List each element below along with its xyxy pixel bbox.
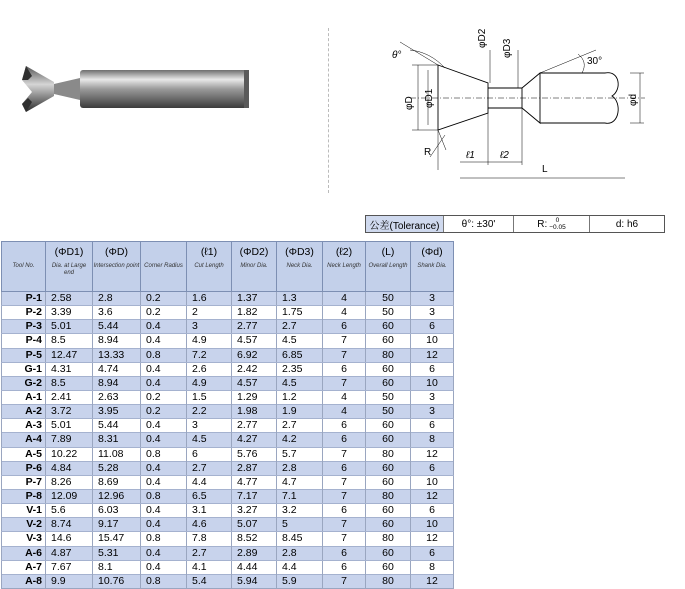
column-header-symbol: (ℓ1) xyxy=(200,246,218,258)
table-row xyxy=(2,560,454,574)
section-divider xyxy=(328,28,329,193)
table-row xyxy=(2,292,454,306)
table-cell: 2.77 xyxy=(232,419,277,433)
column-header-description: Shank Dia. xyxy=(417,263,447,269)
d-label: φD xyxy=(404,96,415,110)
table-cell: 0.8 xyxy=(141,489,187,503)
table-row xyxy=(2,574,454,588)
table-cell: 7 xyxy=(323,475,366,489)
table-cell: 8 xyxy=(411,560,454,574)
table-cell: 0.4 xyxy=(141,419,187,433)
table-cell: 10.76 xyxy=(93,574,141,588)
d1-label: φD1 xyxy=(424,88,435,108)
table-row xyxy=(2,447,454,461)
table-cell: 4.6 xyxy=(187,518,232,532)
tolerance-radius xyxy=(514,216,590,232)
table-cell: 7 xyxy=(323,574,366,588)
table-header xyxy=(2,242,454,292)
table-row xyxy=(2,546,454,560)
column-header xyxy=(187,242,232,292)
angle-30-label: 30° xyxy=(587,56,603,67)
table-cell: 8.1 xyxy=(93,560,141,574)
table-row xyxy=(2,348,454,362)
tolerance-shank: d: h6 xyxy=(615,218,639,230)
d2-label: φD2 xyxy=(477,28,488,48)
table-cell: 7 xyxy=(323,532,366,546)
table-cell: 6 xyxy=(323,362,366,376)
table-cell: 12 xyxy=(411,532,454,546)
table-cell: 8.74 xyxy=(46,518,93,532)
tool-number-cell: P-1 xyxy=(2,292,46,306)
table-cell: 3.27 xyxy=(232,504,277,518)
table-cell: 0.8 xyxy=(141,574,187,588)
table-cell: 2.7 xyxy=(277,419,323,433)
table-cell: 60 xyxy=(366,419,411,433)
table-row xyxy=(2,518,454,532)
table-cell: 60 xyxy=(366,433,411,447)
column-header-description: Neck Dia. xyxy=(286,263,313,269)
table-cell: 1.6 xyxy=(187,292,232,306)
table-cell: 0.4 xyxy=(141,362,187,376)
table-cell: 1.3 xyxy=(277,292,323,306)
table-cell: 5.01 xyxy=(46,419,93,433)
tool-number-cell: V-1 xyxy=(2,504,46,518)
table-cell: 60 xyxy=(366,475,411,489)
table-cell: 0.8 xyxy=(141,532,187,546)
table-cell: 12 xyxy=(411,574,454,588)
table-cell: 50 xyxy=(366,292,411,306)
table-cell: 3.95 xyxy=(93,405,141,419)
table-cell: 5.44 xyxy=(93,320,141,334)
table-row xyxy=(2,433,454,447)
table-cell: 5.4 xyxy=(187,574,232,588)
table-cell: 2.8 xyxy=(93,292,141,306)
table-cell: 4.44 xyxy=(232,560,277,574)
table-cell: 8.26 xyxy=(46,475,93,489)
table-cell: 7.17 xyxy=(232,489,277,503)
table-cell: 2.42 xyxy=(232,362,277,376)
column-header xyxy=(232,242,277,292)
table-cell: 4.7 xyxy=(277,475,323,489)
table-cell: 2.7 xyxy=(187,546,232,560)
table-row xyxy=(2,390,454,404)
table-cell: 7 xyxy=(323,489,366,503)
table-cell: 8.52 xyxy=(232,532,277,546)
table-cell: 2.41 xyxy=(46,390,93,404)
table-cell: 4.87 xyxy=(46,546,93,560)
table-cell: 4.9 xyxy=(187,334,232,348)
tool-number-cell: P-3 xyxy=(2,320,46,334)
table-cell: 3.72 xyxy=(46,405,93,419)
table-cell: 1.82 xyxy=(232,306,277,320)
table-cell: 4.74 xyxy=(93,362,141,376)
table-row xyxy=(2,532,454,546)
table-cell: 7 xyxy=(323,518,366,532)
column-header-symbol: (Φd) xyxy=(421,246,443,258)
table-cell: 0.2 xyxy=(141,306,187,320)
table-cell: 14.6 xyxy=(46,532,93,546)
table-cell: 3.2 xyxy=(277,504,323,518)
table-cell: 0.4 xyxy=(141,320,187,334)
table-cell: 60 xyxy=(366,362,411,376)
table-cell: 7 xyxy=(323,376,366,390)
table-cell: 12.47 xyxy=(46,348,93,362)
table-cell: 80 xyxy=(366,348,411,362)
table-cell: 6 xyxy=(411,504,454,518)
tolerance-radius-fraction xyxy=(549,217,565,231)
table-cell: 4 xyxy=(323,306,366,320)
table-cell: 60 xyxy=(366,320,411,334)
table-cell: 12.96 xyxy=(93,489,141,503)
table-cell: 4.4 xyxy=(277,560,323,574)
table-cell: 4.57 xyxy=(232,376,277,390)
tool-number-cell: A-5 xyxy=(2,447,46,461)
table-cell: 7.89 xyxy=(46,433,93,447)
tolerance-radius-upper: 0 xyxy=(555,217,560,224)
table-cell: 2.87 xyxy=(232,461,277,475)
table-cell: 8.31 xyxy=(93,433,141,447)
table-cell: 7 xyxy=(323,334,366,348)
table-cell: 2.77 xyxy=(232,320,277,334)
table-cell: 12 xyxy=(411,489,454,503)
table-cell: 0.4 xyxy=(141,560,187,574)
table-cell: 3.39 xyxy=(46,306,93,320)
table-cell: 60 xyxy=(366,504,411,518)
table-cell: 12 xyxy=(411,447,454,461)
table-cell: 9.9 xyxy=(46,574,93,588)
column-header-description: Intersection point xyxy=(93,263,140,269)
table-cell: 7 xyxy=(323,447,366,461)
table-cell: 6.03 xyxy=(93,504,141,518)
table-cell: 6 xyxy=(411,419,454,433)
table-cell: 10 xyxy=(411,376,454,390)
table-row xyxy=(2,376,454,390)
table-cell: 6 xyxy=(187,447,232,461)
table-cell: 8.45 xyxy=(277,532,323,546)
table-cell: 5 xyxy=(277,518,323,532)
table-cell: 4 xyxy=(323,292,366,306)
table-cell: 60 xyxy=(366,376,411,390)
table-row xyxy=(2,504,454,518)
table-cell: 6 xyxy=(323,560,366,574)
l1-label: ℓ1 xyxy=(466,150,475,161)
table-row xyxy=(2,419,454,433)
table-cell: 5.7 xyxy=(277,447,323,461)
column-header-symbol: (ℓ2) xyxy=(335,246,353,258)
table-cell: 6 xyxy=(411,461,454,475)
table-cell: 10 xyxy=(411,334,454,348)
column-header-symbol: (L) xyxy=(381,246,395,258)
table-cell: 4.5 xyxy=(277,376,323,390)
table-cell: 80 xyxy=(366,574,411,588)
table-cell: 2.63 xyxy=(93,390,141,404)
table-cell: 60 xyxy=(366,334,411,348)
tool-number-cell: P-2 xyxy=(2,306,46,320)
table-cell: 4.5 xyxy=(187,433,232,447)
tool-number-cell: A-6 xyxy=(2,546,46,560)
column-header xyxy=(277,242,323,292)
overall-length-label: L xyxy=(542,164,548,175)
table-cell: 50 xyxy=(366,306,411,320)
table-cell: 4 xyxy=(323,390,366,404)
table-cell: 0.2 xyxy=(141,292,187,306)
table-cell: 2.58 xyxy=(46,292,93,306)
d3-label: φD3 xyxy=(502,38,513,58)
header-row xyxy=(2,242,454,292)
table-cell: 8.5 xyxy=(46,334,93,348)
column-header-description: Overall Length xyxy=(368,263,408,269)
spec-table xyxy=(1,241,454,589)
table-cell: 6 xyxy=(323,461,366,475)
table-cell: 3.1 xyxy=(187,504,232,518)
table-cell: 2.35 xyxy=(277,362,323,376)
table-cell: 6.92 xyxy=(232,348,277,362)
table-cell: 7.1 xyxy=(277,489,323,503)
column-header-description: Dia. at Large end xyxy=(51,263,87,276)
table-cell: 0.8 xyxy=(141,447,187,461)
table-cell: 5.76 xyxy=(232,447,277,461)
table-cell: 2 xyxy=(187,306,232,320)
table-cell: 6 xyxy=(323,320,366,334)
table-cell: 9.17 xyxy=(93,518,141,532)
table-cell: 0.8 xyxy=(141,348,187,362)
tool-number-cell: P-6 xyxy=(2,461,46,475)
theta-label: θ° xyxy=(392,50,402,61)
shank-dia-label: φd xyxy=(628,93,639,106)
table-cell: 6 xyxy=(411,546,454,560)
column-header xyxy=(2,242,46,292)
table-cell: 0.4 xyxy=(141,376,187,390)
table-row xyxy=(2,306,454,320)
table-cell: 60 xyxy=(366,461,411,475)
table-cell: 7 xyxy=(323,348,366,362)
column-header-description: Tool No. xyxy=(12,263,35,269)
table-cell: 5.9 xyxy=(277,574,323,588)
table-cell: 10 xyxy=(411,475,454,489)
table-cell: 15.47 xyxy=(93,532,141,546)
column-header-description: Neck Length xyxy=(327,263,361,269)
table-cell: 6 xyxy=(323,546,366,560)
table-cell: 6 xyxy=(323,419,366,433)
tool-number-cell: P-4 xyxy=(2,334,46,348)
table-cell: 4.77 xyxy=(232,475,277,489)
table-cell: 1.37 xyxy=(232,292,277,306)
table-cell: 4 xyxy=(323,405,366,419)
table-cell: 3 xyxy=(187,320,232,334)
table-cell: 5.07 xyxy=(232,518,277,532)
table-cell: 3 xyxy=(411,306,454,320)
column-header xyxy=(141,242,187,292)
table-cell: 5.94 xyxy=(232,574,277,588)
table-cell: 6.85 xyxy=(277,348,323,362)
tool-number-cell: A-2 xyxy=(2,405,46,419)
dimension-drawing xyxy=(350,10,670,185)
tool-number-cell: G-2 xyxy=(2,376,46,390)
table-cell: 6 xyxy=(411,320,454,334)
tolerance-radius-prefix: R: xyxy=(537,218,548,230)
tolerance-header: 公差(Tolerance) xyxy=(366,216,444,232)
column-header-description: Minor Dia. xyxy=(240,263,268,269)
table-cell: 60 xyxy=(366,560,411,574)
tool-number-cell: A-7 xyxy=(2,560,46,574)
table-cell: 12 xyxy=(411,348,454,362)
table-cell: 5.01 xyxy=(46,320,93,334)
tolerance-strip xyxy=(365,215,665,233)
column-header-symbol xyxy=(141,242,186,258)
table-cell: 1.98 xyxy=(232,405,277,419)
table-row xyxy=(2,405,454,419)
table-cell: 8.69 xyxy=(93,475,141,489)
l2-label: ℓ2 xyxy=(500,150,509,161)
table-cell: 6 xyxy=(323,433,366,447)
table-cell: 4.2 xyxy=(277,433,323,447)
table-cell: 4.5 xyxy=(277,334,323,348)
table-cell: 11.08 xyxy=(93,447,141,461)
table-cell: 13.33 xyxy=(93,348,141,362)
table-cell: 7.67 xyxy=(46,560,93,574)
tool-number-cell: P-8 xyxy=(2,489,46,503)
table-cell: 8 xyxy=(411,433,454,447)
tool-number-cell: A-1 xyxy=(2,390,46,404)
column-header-description: Corner Radius xyxy=(144,263,183,269)
column-header-symbol: (ΦD1) xyxy=(54,246,84,258)
tool-number-cell: A-3 xyxy=(2,419,46,433)
table-cell: 3 xyxy=(411,405,454,419)
table-cell: 4.1 xyxy=(187,560,232,574)
column-header xyxy=(323,242,366,292)
table-cell: 60 xyxy=(366,518,411,532)
table-cell: 5.44 xyxy=(93,419,141,433)
table-body xyxy=(2,292,454,589)
table-cell: 4.84 xyxy=(46,461,93,475)
column-header-description: Cut Length xyxy=(194,263,224,269)
column-header-symbol xyxy=(2,242,45,258)
tool-number-cell: P-5 xyxy=(2,348,46,362)
table-cell: 2.8 xyxy=(277,461,323,475)
table-row xyxy=(2,362,454,376)
table-cell: 4.9 xyxy=(187,376,232,390)
tool-number-cell: V-2 xyxy=(2,518,46,532)
column-header-symbol: (ΦD3) xyxy=(285,246,314,258)
table-cell: 80 xyxy=(366,532,411,546)
table-cell: 2.7 xyxy=(187,461,232,475)
table-cell: 4.57 xyxy=(232,334,277,348)
table-cell: 3 xyxy=(411,292,454,306)
table-row xyxy=(2,334,454,348)
table-cell: 2.8 xyxy=(277,546,323,560)
table-cell: 80 xyxy=(366,447,411,461)
table-cell: 12.09 xyxy=(46,489,93,503)
table-cell: 8.94 xyxy=(93,334,141,348)
table-cell: 1.29 xyxy=(232,390,277,404)
table-cell: 0.4 xyxy=(141,334,187,348)
table-cell: 0.2 xyxy=(141,405,187,419)
column-header xyxy=(46,242,93,292)
table-cell: 1.5 xyxy=(187,390,232,404)
table-cell: 80 xyxy=(366,489,411,503)
table-cell: 50 xyxy=(366,390,411,404)
table-cell: 8.5 xyxy=(46,376,93,390)
tool-number-cell: P-7 xyxy=(2,475,46,489)
table-cell: 1.2 xyxy=(277,390,323,404)
r-label: R xyxy=(424,147,432,158)
table-cell: 5.6 xyxy=(46,504,93,518)
column-header xyxy=(411,242,454,292)
table-row xyxy=(2,320,454,334)
table-cell: 2.7 xyxy=(277,320,323,334)
table-cell: 60 xyxy=(366,546,411,560)
table-cell: 0.4 xyxy=(141,518,187,532)
table-cell: 5.28 xyxy=(93,461,141,475)
table-cell: 8.94 xyxy=(93,376,141,390)
tool-number-cell: A-4 xyxy=(2,433,46,447)
table-cell: 2.89 xyxy=(232,546,277,560)
column-header xyxy=(93,242,141,292)
column-header-symbol: (ΦD) xyxy=(105,246,128,258)
table-cell: 10.22 xyxy=(46,447,93,461)
tool-number-cell: A-8 xyxy=(2,574,46,588)
table-cell: 3 xyxy=(187,419,232,433)
table-cell: 3 xyxy=(411,390,454,404)
table-cell: 3.6 xyxy=(93,306,141,320)
tolerance-radius-lower: −0.05 xyxy=(549,224,566,231)
table-row xyxy=(2,461,454,475)
dovetail-cutter-photo xyxy=(18,58,253,118)
table-cell: 2.2 xyxy=(187,405,232,419)
table-cell: 0.4 xyxy=(141,433,187,447)
table-cell: 1.9 xyxy=(277,405,323,419)
tool-number-cell: V-3 xyxy=(2,532,46,546)
table-cell: 6.5 xyxy=(187,489,232,503)
table-cell: 7.2 xyxy=(187,348,232,362)
table-cell: 10 xyxy=(411,518,454,532)
column-header-symbol: (ΦD2) xyxy=(239,246,269,258)
table-cell: 2.6 xyxy=(187,362,232,376)
table-row xyxy=(2,475,454,489)
table-cell: 4.4 xyxy=(187,475,232,489)
table-cell: 4.27 xyxy=(232,433,277,447)
column-header xyxy=(366,242,411,292)
table-cell: 4.31 xyxy=(46,362,93,376)
table-cell: 0.4 xyxy=(141,475,187,489)
tool-number-cell: G-1 xyxy=(2,362,46,376)
table-cell: 5.31 xyxy=(93,546,141,560)
table-cell: 0.4 xyxy=(141,504,187,518)
tolerance-angle: θ°: ±30' xyxy=(444,216,514,232)
table-cell: 0.4 xyxy=(141,461,187,475)
table-cell: 50 xyxy=(366,405,411,419)
table-cell: 6 xyxy=(323,504,366,518)
table-cell: 1.75 xyxy=(277,306,323,320)
table-cell: 0.4 xyxy=(141,546,187,560)
table-cell: 6 xyxy=(411,362,454,376)
table-row xyxy=(2,489,454,503)
table-cell: 7.8 xyxy=(187,532,232,546)
table-cell: 0.2 xyxy=(141,390,187,404)
